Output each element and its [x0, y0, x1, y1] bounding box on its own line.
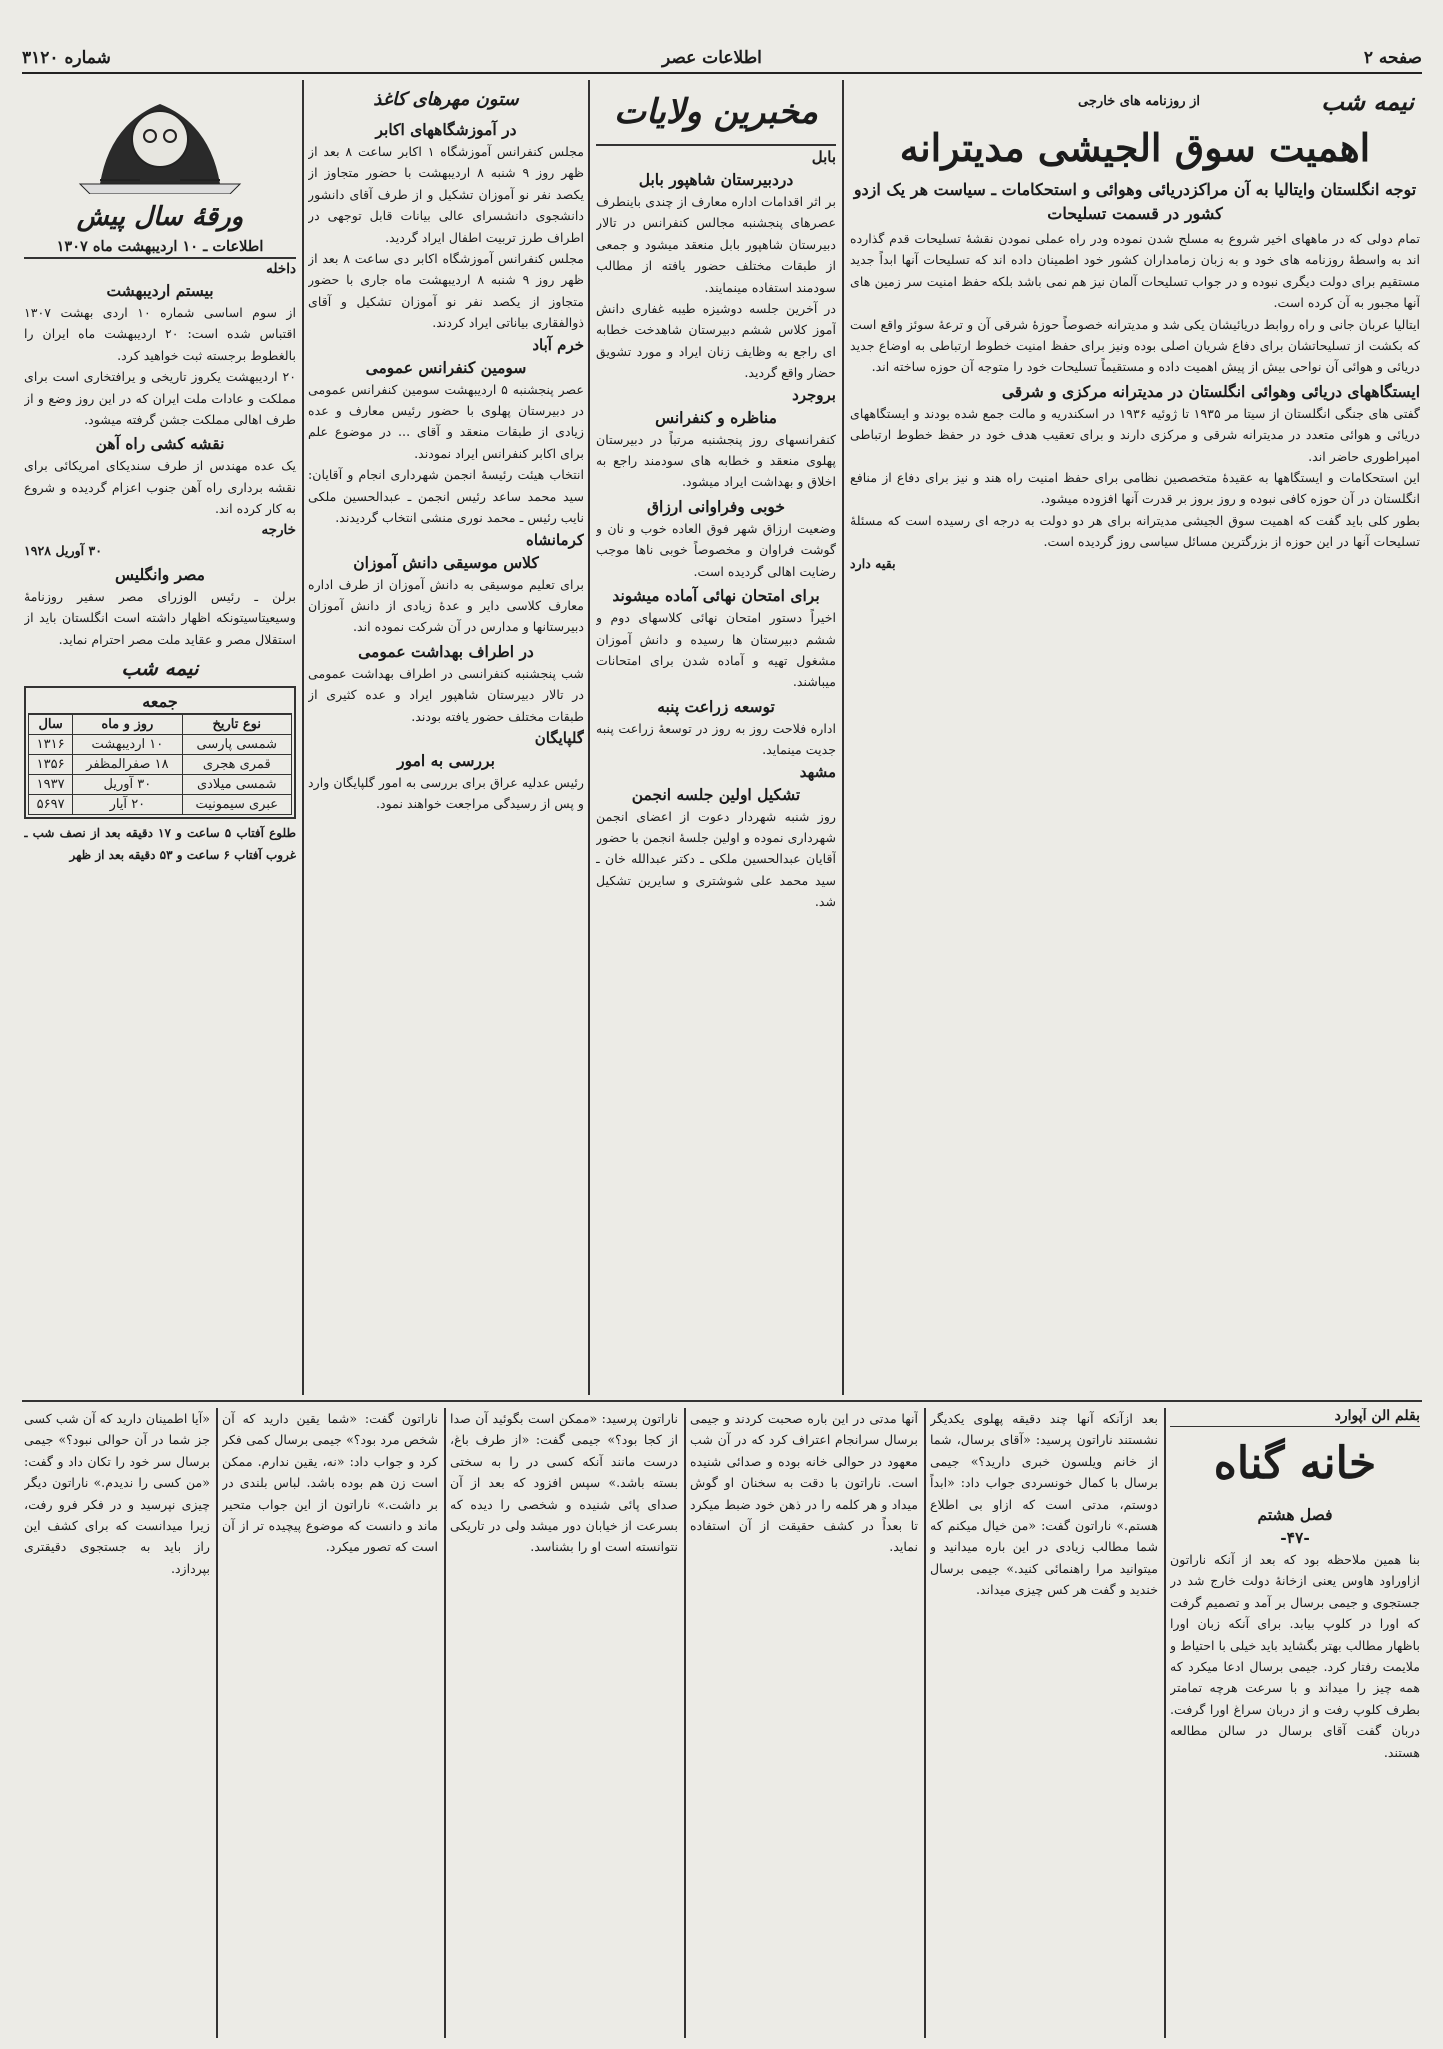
news-body: در آخرین جلسه دوشیزه طیبه غفاری دانش آموز کلاس ششم دبیرستان شاهدخت خطابه ای راجع به وظایف زنان ایراد و مورد تشویق حضار واقع گردید. — [596, 301, 836, 381]
news-title: برای امتحان نهائی آماده میشوند — [612, 586, 820, 606]
serial-title: خانه گناه — [1213, 1438, 1377, 1489]
news-body: وضعیت ارزاق شهر فوق العاده خوب و نان و گوشت فراوان و مخصوصاً خوبی ناها موجب رضایت اهالی گردیده است. — [596, 520, 836, 579]
table-header: نوع تاریخ — [182, 715, 291, 735]
news-body: برای تعلیم موسیقی به دانش آموزان از طرف اداره معارف کلاسی دایر و عدهٔ زیادی از دانش آموزان دبیرستانها و مدارس در آن شرکت نموده اند. — [308, 576, 584, 635]
news-body: رئیس عدلیه عراق برای بررسی به امور گلپایگان وارد و پس از رسیدگی مراجعت خواهند نمود. — [308, 774, 584, 812]
news-title: در اطراف بهداشت عمومی — [358, 641, 534, 661]
column-rule — [842, 80, 844, 1395]
serial-column — [222, 1408, 438, 2038]
news-title: خوبی وفراوانی ارزاق — [646, 496, 785, 516]
adult-schools-section — [308, 84, 584, 1394]
place-name: خرم آباد — [532, 335, 584, 354]
table-cell: ۲۰ آیار — [73, 795, 182, 815]
serial-column — [690, 1408, 918, 2038]
news-body: مجلس کنفرانس آموزشگاه اکابر دی ساعت ۸ بعد از ظهر روز ۹ شنبه ۸ اردیبهشت ماه جاری با حضور متجاوز از یکصد نفر نو آموزان تشکیل و آقای ذوالفقاری بیاناتی ایراد کردند. — [308, 251, 584, 331]
sidebar-section: خارجه — [261, 521, 296, 538]
serial-header-column — [1170, 1408, 1420, 2038]
news-body: از سوم اساسی شماره ۱۰ اردی بهشت ۱۳۰۷ اقتباس شده است: ۲۰ اردیبهشت ماه ایران را بالغطوط برجسته ثبت خواهید کرد. — [24, 305, 296, 363]
table-cell: ۱۳۵۶ — [29, 755, 73, 775]
article-paragraph: این استحکامات و ایستگاهها به عقیدهٔ متخصصین نظامی برای حفظ امنیت راه هند و نیز برای دفاع از منافع انگلستان در آن حوزه کافی نبوده و روز بروز بر قدرت آنها افزوده میشود. — [850, 470, 1420, 507]
news-body: برلن ـ رئیس الوزرای مصر سفیر روزنامهٔ وسیعیتاسیتونکه اظهار داشته است انگلستان باید از استقلال مصر و عقاید ملت مصر احترام نماید. — [24, 589, 296, 647]
news-body: انتخاب هیئت رئیسهٔ انجمن شهرداری انجام و آقایان: سید محمد ساعد رئیس انجمن ـ عبدالحسین ملکی نایب رئیس ـ محمد نوری منشی انتخاب گردیدند. — [308, 467, 584, 526]
subheadline: توجه انگلستان وایتالیا به آن مراکزدریائی وهوائی و استحکامات ـ سیاست هر یک ازدو کشور در قسمت تسلیحات — [853, 180, 1417, 223]
table-cell: ۵۶۹۷ — [29, 795, 73, 815]
table-row — [29, 735, 292, 755]
section-logo: نیمه شب — [1321, 88, 1414, 116]
serial-column — [930, 1408, 1158, 2038]
news-title: دردبیرستان شاهپور بابل — [638, 170, 794, 189]
column-rule — [588, 80, 590, 1395]
calendar-table — [28, 714, 292, 815]
provinces-section — [596, 84, 836, 1394]
continued-note: بقیه دارد — [850, 555, 896, 571]
serial-text: ناراتون گفت: «شما یقین دارید که آن شخص مرد بود؟» جیمی برسال کمی فکر کرد و جواب داد: «نه، یقین ندارم. ممکن است زن هم بوده باشد. لباس بلندی در بر داشت.» ناراتون از این جواب متحیر ماند و دانست که موضوع پیچیده تر از آن است که تصور میکرد. — [222, 1411, 438, 1555]
headline: اهمیت سوق الجیشی مدیترانه — [899, 125, 1371, 170]
column-rule — [1164, 1408, 1166, 2038]
serial-chapter: فصل هشتم — [1257, 1505, 1333, 1524]
serial-column — [450, 1408, 678, 2038]
calendar-logo: نیمه شب — [121, 656, 199, 681]
place-name: بروجرد — [792, 385, 836, 404]
column-rule — [444, 1408, 446, 2038]
article-paragraph: تمام دولی که در ماههای اخیر شروع به مسلح شدن نموده ودر راه عملی نمودن نقشهٔ تسلیحات قدم گذارده اند به واسطهٔ روزنامه های خود و به زبان زمامداران کشور خود اطمینان داده اند که تسلیحات آنها ابداً جدید مستقیم برای دولت دیگری نبوده و در جواب تسلیحات آلمان نیز هم نمی باشد بلکه حفظ امنیت سر زمین های آنها مجبور به آن کرده است. — [850, 231, 1420, 311]
sun-times: طلوع آفتاب ۵ ساعت و ۱۷ دقیقه بعد از نصف شب ـ غروب آفتاب ۶ ساعت و ۵۳ دقیقه بعد از ظهر — [24, 826, 296, 862]
column-rule — [302, 80, 304, 1395]
news-body: اخیراً دستور امتحان نهائی کلاسهای دوم و ششم دبیرستان ها رسیده و دانش آموزان مشغول تهیه و آماده شدن برای امتحانات میباشند. — [596, 610, 836, 690]
table-cell: ۱۳۱۶ — [29, 735, 73, 755]
foreign-dateline: ۳۰ آوریل ۱۹۲۸ — [24, 542, 103, 558]
page-number: صفحه ۲ — [1363, 48, 1422, 68]
table-cell: شمسی میلادی — [182, 775, 291, 795]
foreign-press-section — [850, 84, 1420, 1394]
table-row — [29, 795, 292, 815]
serial-text: بعد ازآنکه آنها چند دقیقه پهلوی یکدیگر نشستند ناراتون پرسید: «آقای برسال، شما از خانم ویلسون خبری دارید؟» جیمی برسال با کمال خونسردی جواب داد: «ابداً دوستم، مدتی است که ازاو بی اطلاع هستم.» ناراتون گفت: «من خیال میکنم که شما مطالب زیادی در این باره میدانید و میتوانید مرا راهنمائی کنید.» جیمی برسال خندید و گفت هر کس چیزی میداند. — [930, 1411, 1158, 1598]
news-body: اداره فلاحت روز به روز در توسعهٔ زراعت پنبه جدیت مینماید. — [596, 720, 836, 758]
portrait-illustration — [60, 84, 260, 194]
column-rule — [684, 1408, 686, 2038]
week-day: جمعه — [28, 690, 292, 714]
news-body: شب پنجشنبه کنفرانسی در اطراف بهداشت عمومی در تالار دبیرستان شاهپور ایراد و عده کثیری از طبقات مختلف حضور یافته بودند. — [308, 665, 584, 724]
news-title: مناظره و کنفرانس — [655, 407, 777, 427]
table-cell: ۱۹۳۷ — [29, 775, 73, 795]
table-header: روز و ماه — [73, 715, 182, 735]
news-body: مجلس کنفرانس آموزشگاه ۱ اکابر ساعت ۸ بعد از ظهر روز ۹ شنبه ۸ اردیبهشت با حضور متجاوز از یکصد نفر نو آموزان تشکیل و از طرف آقای دانشور دانشجوی دانشسرای عالی بیانات قابل توجهی در اطراف طرز تربیت اطفال ایراد گردید. — [308, 144, 584, 245]
news-title: بیستم اردیبهشت — [106, 281, 214, 300]
news-body: یک عده مهندس از طرف سندیکای امریکائی برای نقشه برداری راه آهن جنوب اعزام گردیده و شروع به کار کرده اند. — [24, 458, 296, 517]
news-body: ۲۰ اردیبهشت یکروز تاریخی و یرافتخاری است برای مملکت و عادات ملت ایران که در این روز وضع و از طرف اهالی مملکت جشن گرفته میشود. — [24, 369, 296, 428]
sidebar-logo: ورقهٔ سال پیش — [76, 202, 244, 232]
sidebar-dateline: اطلاعات ـ ۱۰ اردیبهشت ماه ۱۳۰۷ — [24, 238, 296, 259]
paper-name: اطلاعات عصر — [662, 48, 762, 68]
column-rule — [216, 1408, 218, 2038]
table-row — [29, 755, 292, 775]
news-title: توسعه زراعت پنبه — [657, 696, 775, 716]
table-row — [29, 775, 292, 795]
place-name: بابل — [811, 148, 836, 166]
table-header: سال — [29, 715, 73, 735]
place-name: گلپایگان — [534, 728, 584, 747]
table-cell: قمری هجری — [182, 755, 291, 775]
news-title: بررسی به امور — [397, 750, 495, 770]
table-cell: ۱۰ اردیبهشت — [73, 735, 182, 755]
sidebar-section: داخله — [266, 261, 296, 277]
article-paragraph: ایتالیا عربان جانی و راه روابط دریائیشان یکی شد و مدیترانه خصوصاً حوزهٔ شرقی آن و ترعهٔ سوئز واقع است که بکشت از تسلیحاتشان برای دفاع شریان اصلی بوده ونیز برای حفظ امنیت خطوط ارتباطی به اوضاع جدید دریائی و هوائی آن نواحی بیش از پیش اهمیت داده و مستقیماً تسلیحات خود را متوجه آن حوزه ساخته اند. — [850, 316, 1420, 375]
serial-column — [24, 1408, 210, 2038]
serial-text: «آیا اطمینان دارید که آن شب کسی جز شما در آن حوالی نبود؟» جیمی برسال سر خود را تکان داد و گفت: «من کسی را ندیدم.» ناراتون دیگر چیزی نپرسید و در فکر فرو رفت، زیرا میدانست که برای کشف این راز باید به جستجوی دقیقتری بپردازد. — [24, 1411, 210, 1576]
news-title: تشکیل اولین جلسه انجمن — [631, 784, 801, 804]
news-body: کنفرانسهای روز پنجشنبه مرتباً در دبیرستان پهلوی منعقد و خطابه های سودمند راجع به اخلاق و بهداشت ایراد میشود. — [596, 431, 836, 490]
sidebar — [24, 84, 296, 1394]
news-title: در آموزشگاههای اکابر — [375, 120, 517, 139]
serial-text: بنا همین ملاحظه بود که بعد از آنکه ناراتون ازاوراود هاوس یعنی ازخانهٔ دولت خارج شد در جستجوی و جیمی برسال بر آمد و تصمیم گرفت که اورا در کلوپ بیابد. برای آنکه زبان اورا باظهار مطالب بهتر بگشاید باید خیلی با احتیاط و ملایمت رفتار کرد. جیمی برسال ادعا میکرد که همه چیز را میداند و با سرعت هرچه تمامتر بطرف کلوپ رفت و از دربان سراغ اورا گرفت. دربان گفت آقای برسال در سالن مطالعه هستند. — [1170, 1552, 1420, 1760]
serial-number: -۴۷- — [1280, 1528, 1310, 1547]
table-cell: ۳۰ آوریل — [73, 775, 182, 795]
provinces-masthead: مخبرین ولایات — [614, 92, 818, 132]
table-cell: ۱۸ صفرالمظفر — [73, 755, 182, 775]
section-logo: ستون مهرهای کاغذ — [373, 89, 519, 110]
article-subheading: ایستگاههای دریائی وهوائی انگلستان در مدیترانه مرکزی و شرقی — [1001, 381, 1420, 401]
fold-rule — [22, 1400, 1422, 1402]
page-header — [22, 48, 1422, 74]
issue-number: شماره ۳۱۲۰ — [22, 48, 111, 68]
place-name: کرمانشاه — [525, 530, 584, 549]
news-title: نقشه کشی راه آهن — [95, 434, 225, 454]
section-kicker: از روزنامه های خارجی — [1078, 94, 1200, 109]
news-body: بر اثر اقدامات اداره معارف از چندی باینطرف عصرهای پنجشنبه مجالس کنفرانس در تالار دبیرستان شاهپور بابل منعقد میشود و جمعی از طبقات مختلف حضور یافته از مطالب سودمند استفاده مینمایند. — [596, 194, 836, 295]
table-cell: عبری سیمونیت — [182, 795, 291, 815]
place-name: مشهد — [799, 762, 836, 781]
article-paragraph: بطور کلی باید گفت که اهمیت سوق الجیشی مدیترانه برای هر دو دولت به درجه ای رسیده است که مسئلهٔ تسلیحات آنها در این حوزه از بزرگترین مسائل سیاسی روز گردیده است. — [850, 512, 1420, 550]
serial-byline: بقلم الن آپوارد — [1170, 1408, 1420, 1427]
news-title: سومین کنفرانس عمومی — [365, 357, 527, 377]
news-title: کلاس موسیقی دانش آموزان — [353, 552, 539, 572]
serial-text: ناراتون پرسید: «ممکن است بگوئید آن صدا از کجا بود؟» جیمی گفت: «از طرف باغ، درست مانند آنکه کسی در را به سختی بسته باشد.» سپس افزود که بعد از آن صدای پائی شنیده و شخصی را دیده که بسرعت از خیابان دور میشد ولی در تاریکی نتوانسته است او را بشناسد. — [450, 1411, 678, 1555]
calendar-box — [24, 686, 296, 819]
serial-text: آنها مدتی در این باره صحبت کردند و جیمی برسال سرانجام اعتراف کرد که در آن شب معهود در حوالی خانه بوده و صدائی شنیده است. ناراتون با دقت به سخنان او گوش میداد و هر کلمه را در ذهن خود ضبط میکرد تا بعداً در کشف حقیقت از آن استفاده نماید. — [690, 1411, 918, 1555]
news-body: روز شنبه شهردار دعوت از اعضای انجمن شهرداری نموده و اولین جلسهٔ انجمن با حضور آقایان عبدالحسین ملکی ـ دکتر عبدالله خان ـ سید محمد علی شوشتری و سایرین تشکیل شد. — [596, 808, 836, 910]
table-cell: شمسی پارسی — [182, 735, 291, 755]
news-body: عصر پنجشنبه ۵ اردیبهشت سومین کنفرانس عمومی در دبیرستان پهلوی با حضور رئیس معارف و عده زیادی از طبقات منعقد و آقای ... در موضوع علم برای اکابر کنفرانس ایراد نمودند. — [308, 381, 584, 461]
masthead-rule — [596, 144, 836, 146]
column-rule — [924, 1408, 926, 2038]
news-title: مصر وانگلیس — [115, 565, 205, 585]
article-paragraph: گفتی های جنگی انگلستان از سیتا مر ۱۹۳۵ تا ژوئیه ۱۹۳۶ در اسکندریه و مالت جمع شده بودند و ایستگاههای دریائی و هوائی متعدد در مدیترانه شرقی و مرکزی دارند و برای تعقیب هدف خود در حفظ خطوط ارتباطی امپراطوری حاضر اند. — [850, 405, 1420, 464]
